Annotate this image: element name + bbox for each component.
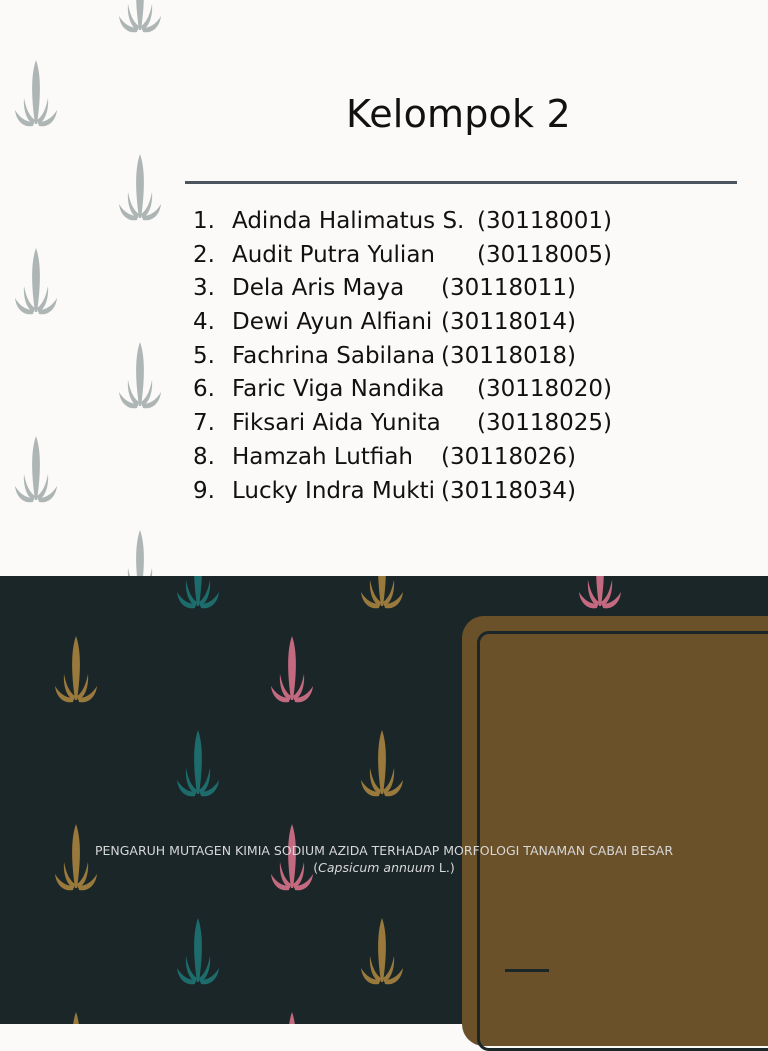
member-nim: (30118034) xyxy=(441,477,577,504)
member-number: 6. xyxy=(193,376,215,403)
accent-line xyxy=(505,969,549,972)
leaf-icon xyxy=(118,528,162,576)
title-divider xyxy=(185,181,737,184)
member-number: 9. xyxy=(193,477,215,504)
member-nim: (30118018) xyxy=(441,342,577,369)
leaf-icon xyxy=(54,634,98,706)
member-nim: (30118014) xyxy=(441,309,577,336)
member-nim: (30118005) xyxy=(477,241,613,268)
slide-title: Kelompok 2 xyxy=(346,92,571,136)
member-number: 5. xyxy=(193,342,215,369)
member-name: Dela Aris Maya xyxy=(232,275,405,302)
member-item xyxy=(193,306,653,340)
member-name: Hamzah Lutfiah xyxy=(232,443,414,470)
member-number: 7. xyxy=(193,410,215,437)
member-nim: (30118011) xyxy=(441,275,577,302)
member-nim: (30118020) xyxy=(477,376,613,403)
member-item xyxy=(193,239,653,273)
member-item xyxy=(193,407,653,441)
leaf-icon xyxy=(270,634,314,706)
leaf-icon xyxy=(118,152,162,224)
member-nim: (30118026) xyxy=(441,443,577,470)
member-item xyxy=(193,475,653,509)
member-item xyxy=(193,340,653,374)
leaf-icon xyxy=(176,576,220,612)
member-name: Fiksari Aida Yunita xyxy=(232,410,441,437)
leaf-icon xyxy=(118,340,162,412)
member-number: 8. xyxy=(193,443,215,470)
member-nim: (30118025) xyxy=(477,410,613,437)
member-number: 2. xyxy=(193,241,215,268)
member-number: 1. xyxy=(193,208,215,234)
leaf-icon xyxy=(118,0,162,36)
leaf-icon xyxy=(360,916,404,988)
member-item xyxy=(193,373,653,407)
member-name: Dewi Ayun Alfiani xyxy=(232,309,433,336)
leaf-icon xyxy=(14,246,58,318)
title-main: PENGARUH MUTAGEN KIMIA SODIUM AZIDA TERHADAP MORFOLOGI TANAMAN CABAI BESAR xyxy=(94,843,674,858)
leaf-icon xyxy=(54,1010,98,1024)
member-number: 4. xyxy=(193,309,215,336)
leaf-icon xyxy=(578,576,622,612)
leaf-icon xyxy=(360,576,404,612)
presentation-title xyxy=(40,842,728,876)
title-species: Capsicum annuum xyxy=(318,860,435,875)
brown-panel-border xyxy=(477,631,768,1051)
title-suffix: L.) xyxy=(434,860,455,875)
member-item xyxy=(193,272,653,306)
member-name: Audit Putra Yulian xyxy=(232,241,435,268)
member-nim: (30118001) xyxy=(477,208,613,234)
member-name: Lucky Indra Mukti xyxy=(232,477,436,504)
leaf-icon xyxy=(14,58,58,130)
member-name: Faric Viga Nandika xyxy=(232,376,445,403)
member-name: Adinda Halimatus S. xyxy=(232,208,465,234)
member-name: Fachrina Sabilana xyxy=(232,342,436,369)
member-number: 3. xyxy=(193,275,215,302)
member-item xyxy=(193,205,653,239)
member-list xyxy=(193,205,653,508)
leaf-icon xyxy=(14,434,58,506)
member-item xyxy=(193,441,653,475)
title-paren-open: ( xyxy=(313,860,319,875)
leaf-icon xyxy=(360,728,404,800)
leaf-icon xyxy=(176,916,220,988)
leaf-icon xyxy=(176,728,220,800)
leaf-icon xyxy=(270,1010,314,1024)
